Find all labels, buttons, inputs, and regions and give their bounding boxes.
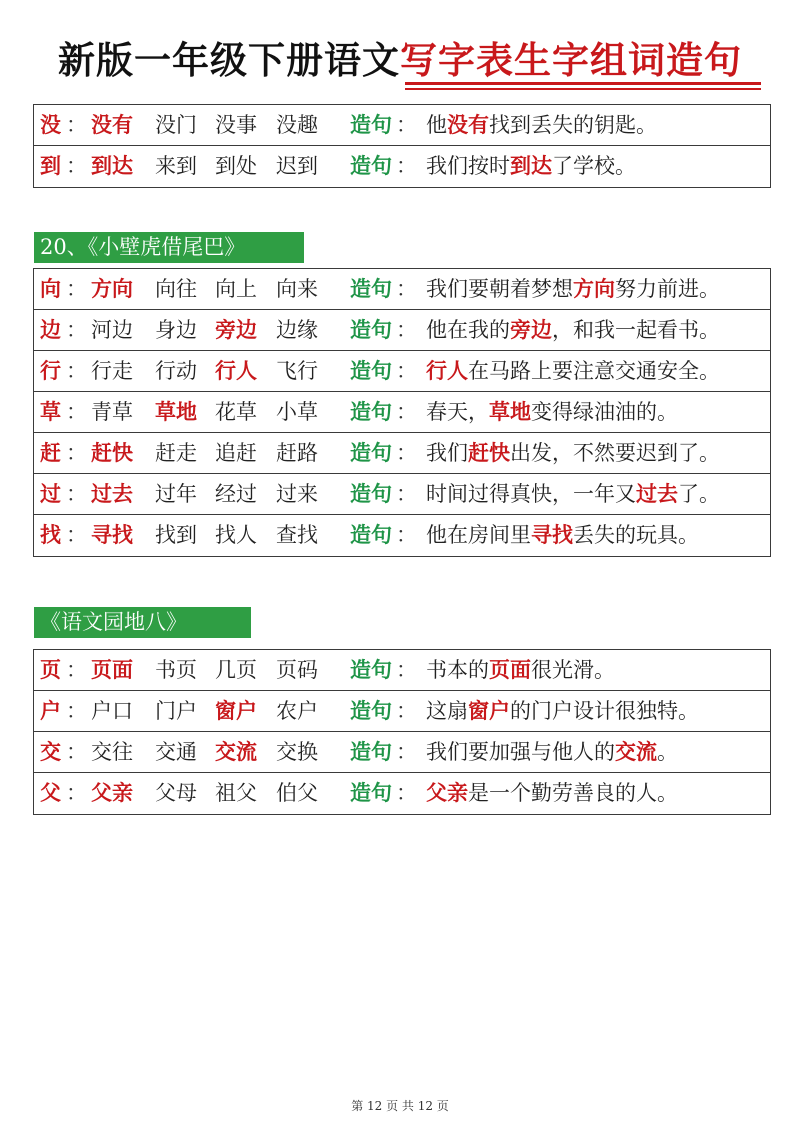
sentence-text: ，和我一起看书。 [552, 318, 720, 342]
table-row [34, 269, 770, 310]
colon: ： [396, 781, 417, 805]
word: 旁边 [215, 318, 257, 342]
colon: ： [66, 318, 87, 342]
word: 行人 [215, 359, 257, 383]
target-character: 父 [40, 781, 61, 805]
colon: ： [66, 154, 87, 178]
example-sentence [426, 773, 678, 813]
sentence-keyword: 旁边 [510, 318, 552, 342]
sentence-text: 丢失的玩具。 [573, 523, 699, 547]
sentence-keyword: 过去 [636, 482, 678, 506]
colon: ： [66, 482, 87, 506]
word: 农户 [276, 699, 318, 723]
table-row [34, 433, 770, 474]
sentence-text: 在马路上要注意交通安全。 [468, 359, 720, 383]
sentence-text: 我们 [426, 441, 468, 465]
target-character: 草 [40, 400, 61, 424]
word: 身边 [155, 318, 197, 342]
example-sentence [426, 392, 678, 432]
colon: ： [66, 113, 87, 137]
table-row [34, 310, 770, 351]
sentence-label: 造句 [350, 154, 392, 178]
word: 花草 [215, 400, 257, 424]
sentence-text: 我们要朝着梦想 [426, 277, 573, 301]
sentence-label: 造句 [350, 400, 392, 424]
sentence-text: 他在房间里 [426, 523, 531, 547]
target-character: 边 [40, 318, 61, 342]
sentence-label: 造句 [350, 658, 392, 682]
word: 没趣 [276, 113, 318, 137]
sentence-text: 书本的 [426, 658, 489, 682]
word: 窗户 [215, 699, 257, 723]
colon: ： [66, 658, 87, 682]
sentence-label: 造句 [350, 359, 392, 383]
colon: ： [66, 400, 87, 424]
word: 过年 [155, 482, 197, 506]
word: 伯父 [276, 781, 318, 805]
word: 门户 [155, 699, 197, 723]
title-part-1: 新版一年级下册语文 [58, 39, 400, 82]
table-row [34, 732, 770, 773]
word: 追赶 [215, 441, 257, 465]
colon: ： [66, 359, 87, 383]
table-row [34, 474, 770, 515]
word: 赶走 [155, 441, 197, 465]
sentence-text: 出发，不然要迟到了。 [510, 441, 720, 465]
word: 迟到 [276, 154, 318, 178]
sentence-keyword: 赶快 [468, 441, 510, 465]
sentence-text: 春天， [426, 400, 489, 424]
sentence-label: 造句 [350, 441, 392, 465]
target-character: 赶 [40, 441, 61, 465]
colon: ： [66, 441, 87, 465]
word: 经过 [215, 482, 257, 506]
title-underline-1 [405, 82, 761, 85]
sentence-label: 造句 [350, 113, 392, 137]
word: 来到 [155, 154, 197, 178]
word: 河边 [91, 318, 133, 342]
page-footer: 第 12 页 共 12 页 [351, 1099, 449, 1113]
sentence-text: 了学校。 [552, 154, 636, 178]
word: 几页 [215, 658, 257, 682]
word: 户口 [91, 699, 133, 723]
word: 交往 [91, 740, 133, 764]
example-sentence [426, 515, 699, 555]
word: 交换 [276, 740, 318, 764]
vocab-table-2 [33, 268, 771, 557]
word: 到处 [215, 154, 257, 178]
colon: ： [396, 523, 417, 547]
example-sentence [426, 351, 720, 391]
word: 父亲 [91, 781, 133, 805]
sentence-text: 很光滑。 [531, 658, 615, 682]
word: 赶快 [91, 441, 133, 465]
table-row [34, 392, 770, 433]
section-heading-lesson-20: 20、《小壁虎借尾巴》 [34, 232, 304, 263]
sentence-label: 造句 [350, 740, 392, 764]
word: 向上 [215, 277, 257, 301]
colon: ： [396, 482, 417, 506]
sentence-text: 的门户设计很独特。 [510, 699, 699, 723]
word: 没事 [215, 113, 257, 137]
sentence-text: 找到丢失的钥匙。 [489, 113, 657, 137]
colon: ： [66, 740, 87, 764]
sentence-text: 这扇 [426, 699, 468, 723]
word: 祖父 [215, 781, 257, 805]
title-underline-2 [405, 88, 761, 90]
example-sentence [426, 732, 678, 772]
example-sentence [426, 310, 720, 350]
word: 向来 [276, 277, 318, 301]
target-character: 向 [40, 277, 61, 301]
sentence-label: 造句 [350, 781, 392, 805]
target-character: 行 [40, 359, 61, 383]
colon: ： [396, 154, 417, 178]
word: 青草 [91, 400, 133, 424]
example-sentence [426, 433, 720, 473]
target-character: 户 [40, 699, 61, 723]
word: 过去 [91, 482, 133, 506]
sentence-keyword: 窗户 [468, 699, 510, 723]
table-row [34, 105, 770, 146]
target-character: 页 [40, 658, 61, 682]
target-character: 到 [40, 154, 61, 178]
target-character: 没 [40, 113, 61, 137]
sentence-text: 努力前进。 [615, 277, 720, 301]
word: 查找 [276, 523, 318, 547]
word: 到达 [91, 154, 133, 178]
word: 过来 [276, 482, 318, 506]
vocab-table-3 [33, 649, 771, 815]
word: 没门 [155, 113, 197, 137]
word: 找人 [215, 523, 257, 547]
target-character: 过 [40, 482, 61, 506]
sentence-text: 是一个勤劳善良的人。 [468, 781, 678, 805]
colon: ： [66, 781, 87, 805]
word: 页码 [276, 658, 318, 682]
table-row [34, 691, 770, 732]
colon: ： [396, 658, 417, 682]
colon: ： [396, 699, 417, 723]
colon: ： [66, 699, 87, 723]
colon: ： [66, 523, 87, 547]
example-sentence [426, 650, 615, 690]
table-row [34, 351, 770, 392]
sentence-text: 他 [426, 113, 447, 137]
colon: ： [396, 318, 417, 342]
sentence-keyword: 到达 [510, 154, 552, 178]
sentence-keyword: 草地 [489, 400, 531, 424]
word: 找到 [155, 523, 197, 547]
sentence-keyword: 没有 [447, 113, 489, 137]
section-heading-yuwen-yuandi-8: 《语文园地八》 [34, 607, 251, 638]
word: 方向 [91, 277, 133, 301]
sentence-label: 造句 [350, 277, 392, 301]
colon: ： [396, 441, 417, 465]
sentence-text: 了。 [678, 482, 720, 506]
sentence-label: 造句 [350, 318, 392, 342]
sentence-keyword: 交流 [615, 740, 657, 764]
word: 寻找 [91, 523, 133, 547]
example-sentence [426, 691, 699, 731]
sentence-keyword: 行人 [426, 359, 468, 383]
sentence-keyword: 寻找 [531, 523, 573, 547]
example-sentence [426, 146, 636, 186]
sentence-keyword: 方向 [573, 277, 615, 301]
word: 边缘 [276, 318, 318, 342]
sentence-keyword: 页面 [489, 658, 531, 682]
sentence-label: 造句 [350, 523, 392, 547]
colon: ： [396, 400, 417, 424]
colon: ： [66, 277, 87, 301]
target-character: 找 [40, 523, 61, 547]
word: 交通 [155, 740, 197, 764]
word: 没有 [91, 113, 133, 137]
word: 父母 [155, 781, 197, 805]
example-sentence [426, 269, 720, 309]
word: 书页 [155, 658, 197, 682]
sentence-text: 他在我的 [426, 318, 510, 342]
word: 赶路 [276, 441, 318, 465]
table-row [34, 773, 770, 814]
word: 行动 [155, 359, 197, 383]
table-row [34, 515, 770, 556]
colon: ： [396, 359, 417, 383]
target-character: 交 [40, 740, 61, 764]
sentence-text: 我们按时 [426, 154, 510, 178]
sentence-label: 造句 [350, 482, 392, 506]
word: 页面 [91, 658, 133, 682]
table-row [34, 146, 770, 187]
colon: ： [396, 113, 417, 137]
title-part-2: 写字表生字组词造句 [400, 39, 742, 82]
sentence-label: 造句 [350, 699, 392, 723]
word: 小草 [276, 400, 318, 424]
word: 飞行 [276, 359, 318, 383]
sentence-text: 变得绿油油的。 [531, 400, 678, 424]
sentence-keyword: 父亲 [426, 781, 468, 805]
page-title [0, 30, 800, 84]
sentence-text: 。 [657, 740, 678, 764]
word: 行走 [91, 359, 133, 383]
word: 向往 [155, 277, 197, 301]
word: 交流 [215, 740, 257, 764]
sentence-text: 我们要加强与他人的 [426, 740, 615, 764]
example-sentence [426, 105, 657, 145]
colon: ： [396, 740, 417, 764]
colon: ： [396, 277, 417, 301]
word: 草地 [155, 400, 197, 424]
table-row [34, 650, 770, 691]
example-sentence [426, 474, 720, 514]
vocab-table-1 [33, 104, 771, 188]
sentence-text: 时间过得真快，一年又 [426, 482, 636, 506]
